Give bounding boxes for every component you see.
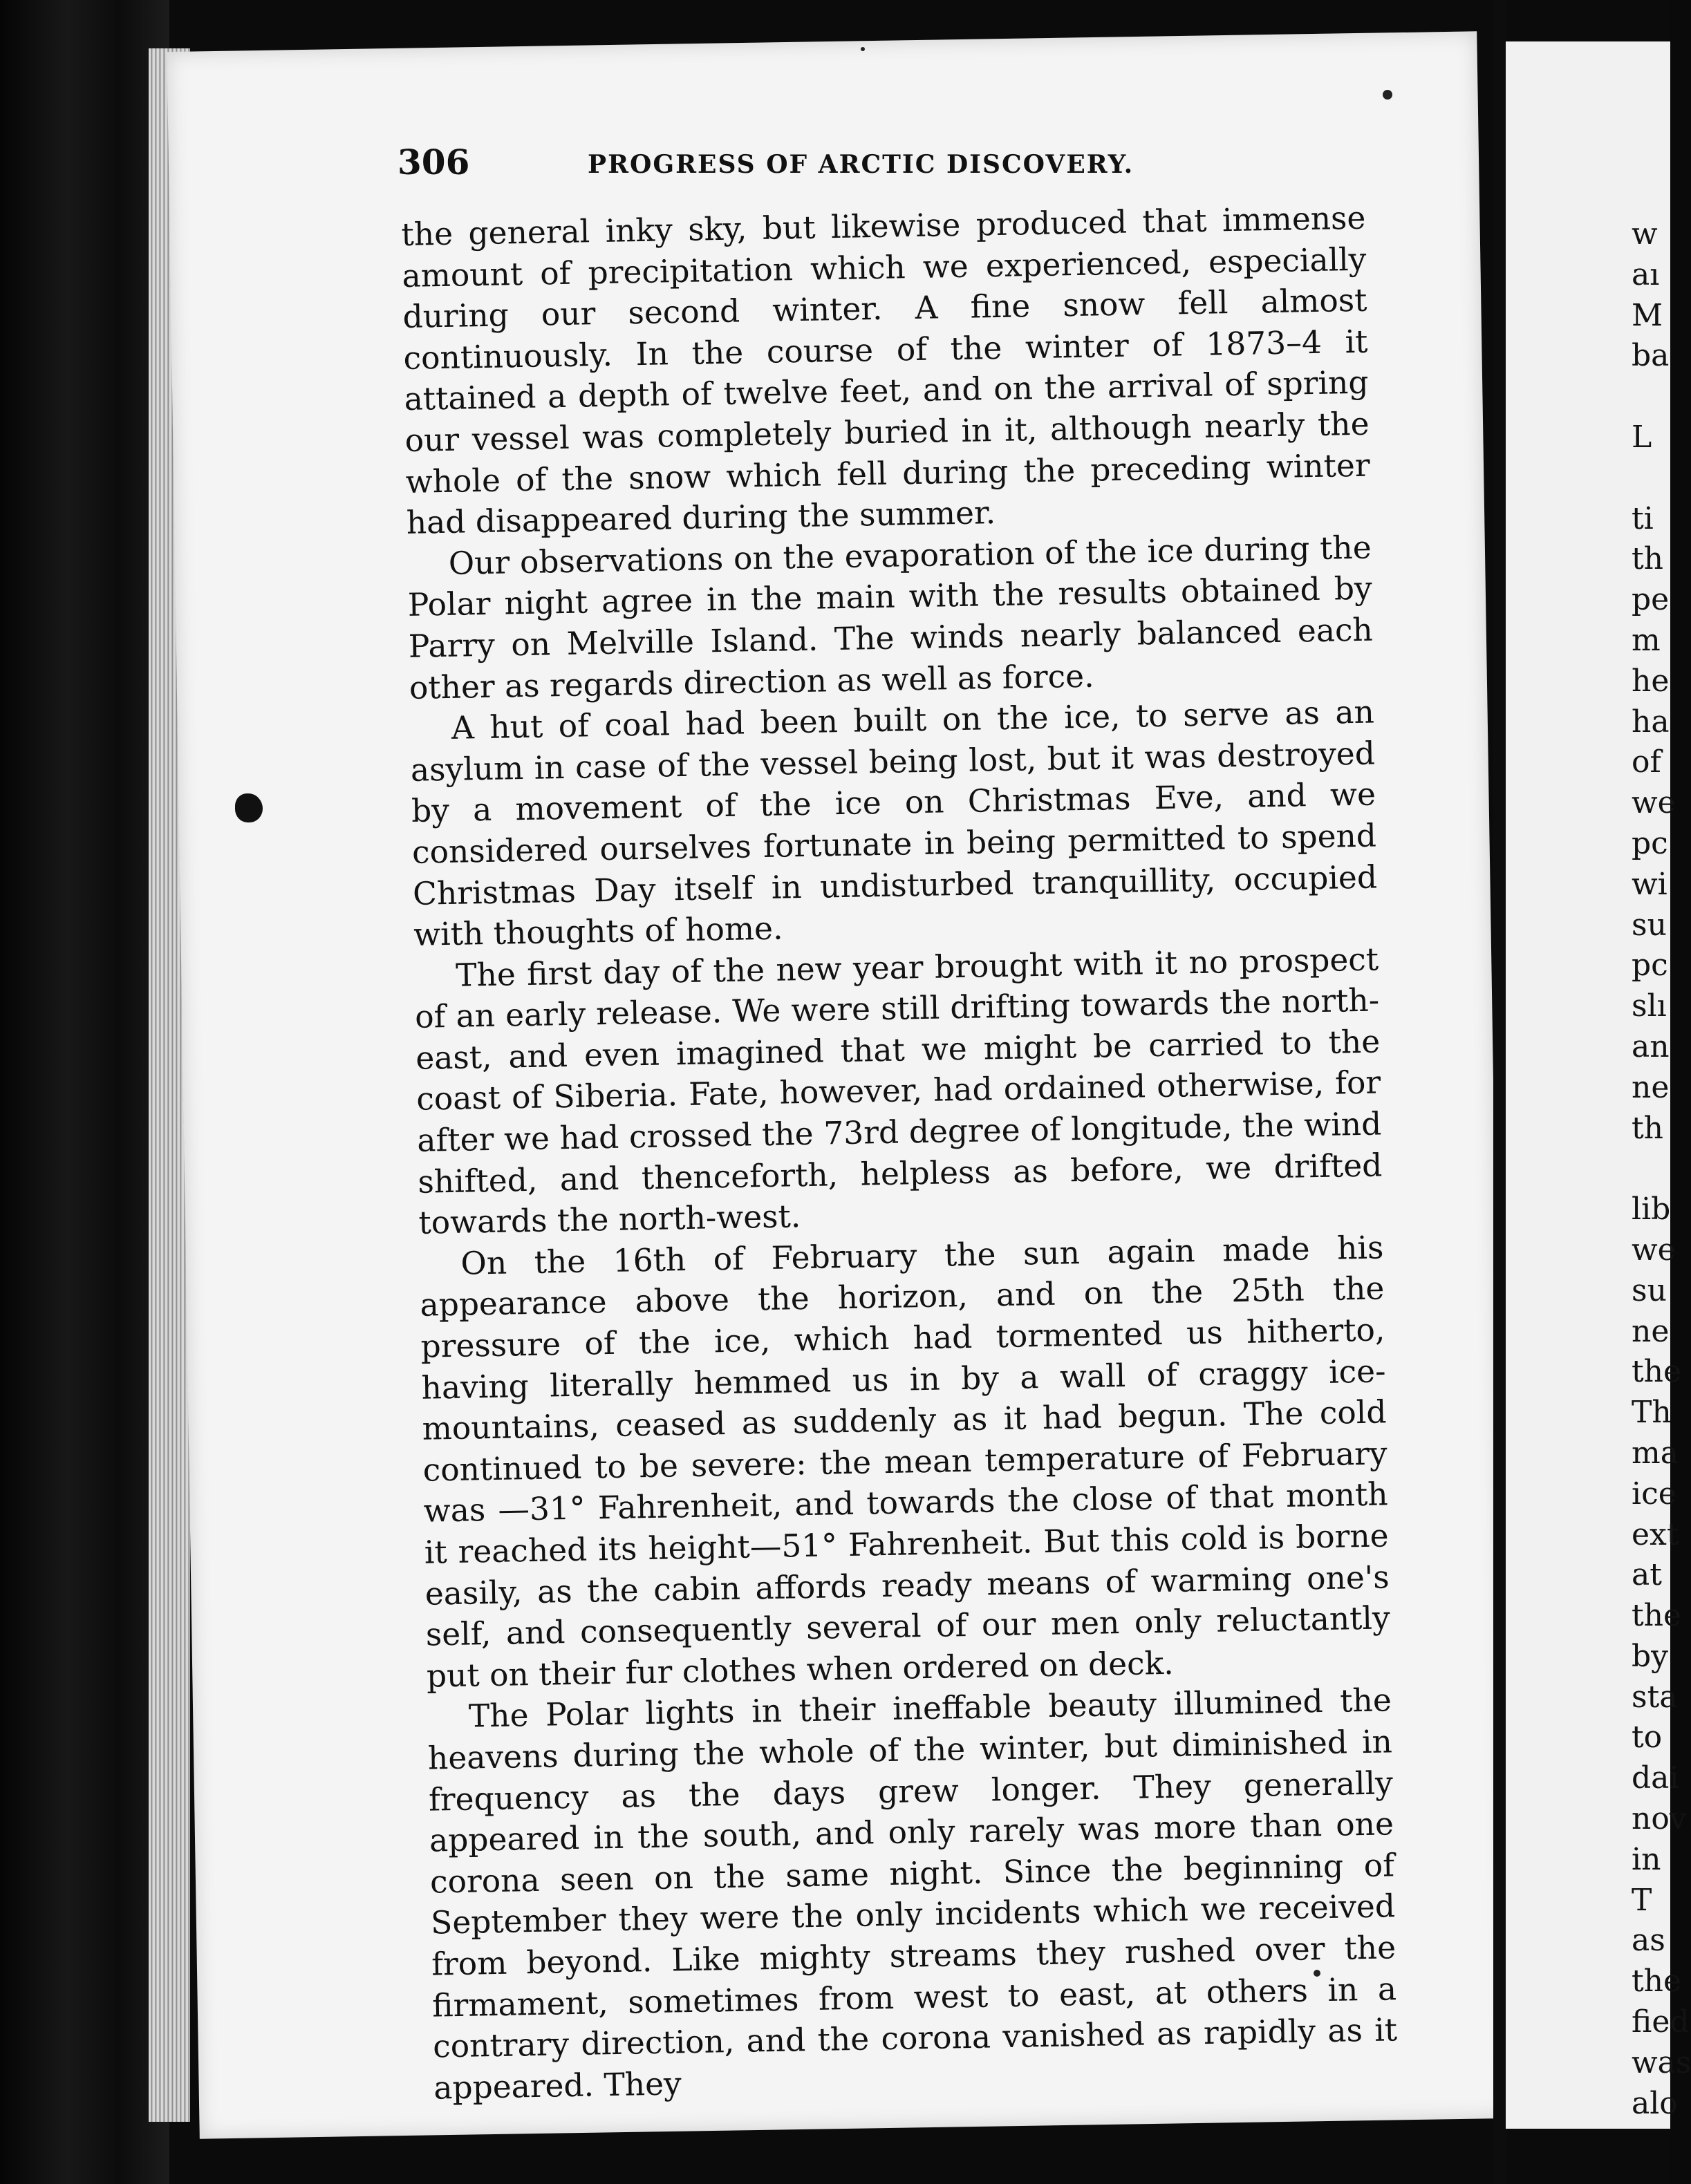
facing-line-fragment: ne: [1632, 1069, 1670, 1105]
facing-line-fragment: as: [1632, 1923, 1665, 1959]
paragraph: the general inky sky, but likewise produced that immense amount of precipitation which we experienced, especially during our second winter. A fine snow fell almost continuously. In the course of the winter of 1873–4 it attained a depth of twelve feet, and on the arrival of spring our vessel was completely buried in it, although nearly the whole of the snow which fell during the preceding winter had disappeared during the summer.: [401, 199, 1371, 542]
facing-line-fragment: wi: [1632, 866, 1667, 902]
facing-line-fragment: th: [1632, 541, 1664, 577]
facing-line-fragment: fied: [1632, 2004, 1690, 2040]
facing-line-fragment: in: [1632, 1841, 1661, 1877]
facing-line-fragment: ice: [1632, 1476, 1676, 1512]
facing-line-fragment: ext: [1632, 1516, 1679, 1552]
facing-line-fragment: was: [1632, 2044, 1691, 2080]
facing-line-fragment: by: [1632, 1638, 1669, 1674]
page-header: [398, 142, 1365, 190]
facing-line-fragment: sta: [1632, 1679, 1678, 1715]
paragraph: On the 16th of February the sun again made his appearance above the horizon, and on the 25th the pressure of the ice, which had tormented us hitherto, having literally hemmed us in by a wall of craggy ice-mountains, ceased as suddenly as it had begun. The cold continued to be severe: the mean temperature of February was —31° Fahrenheit, and towards the close of that month it reached its height—51° Fahrenheit. But this cold is borne easily, as the cabin affords ready means of warming one's self, and consequently several of our men only reluctantly put on their fur clothes when ordered on deck.: [420, 1229, 1391, 1695]
facing-line-fragment: the: [1632, 1598, 1682, 1634]
page-number: 306: [398, 142, 470, 182]
facing-line-fragment: ti: [1632, 500, 1654, 536]
facing-line-fragment: of: [1632, 744, 1661, 780]
facing-line-fragment: Th: [1632, 1395, 1672, 1431]
facing-line-fragment: we: [1632, 1232, 1676, 1268]
ink-blot: [235, 793, 263, 822]
facing-line-fragment: [1632, 458, 1673, 499]
facing-line-fragment: ba: [1632, 338, 1670, 374]
facing-line-fragment: M: [1632, 297, 1663, 333]
body-text: [401, 198, 1399, 2109]
facing-line-fragment: alo: [1632, 2085, 1678, 2121]
facing-line-fragment: dai: [1632, 1760, 1679, 1796]
facing-line-fragment: he: [1632, 663, 1670, 699]
book-gutter: [1493, 0, 1507, 2184]
facing-line-fragment: L: [1632, 419, 1652, 455]
facing-line-fragment: to: [1632, 1720, 1663, 1755]
paragraph: The Polar lights in their ineffable beauty illumined the heavens during the whole of the winter, but diminished in frequency as the days grew longer. They generally appeared in the south, and only rarely was more than one corona seen on the same night. Since the beginning of September they were the only incidents which we received from beyond. Like mighty streams they rushed over the firmament, sometimes from west to east, at others in a contrary direction, and the corona vanished as rapidly as it appeared. They: [427, 1682, 1398, 2107]
facing-line-fragment: pe: [1632, 582, 1670, 618]
facing-line-fragment: we: [1632, 785, 1676, 821]
facing-line-fragment: slı: [1632, 988, 1667, 1024]
book-spine: [0, 0, 169, 2184]
facing-line-fragment: pc: [1632, 948, 1668, 983]
paragraph: The first day of the new year brought with it no prospect of an early release. We were still drifting towards the north-east, and even imagined that we might be carried to the coast of Siberia. Fate, however, had ordained otherwise, for after we had crossed the 73rd degree of longitude, the wind shifted, and thenceforth, helpless as before, we drifted towards the north-west.: [414, 941, 1383, 1242]
facing-line-fragment: at: [1632, 1557, 1662, 1593]
facing-line-fragment: nov: [1632, 1801, 1687, 1837]
facing-page-fragments: [1632, 214, 1691, 2124]
paragraph: A hut of coal had been built on the ice, to serve as an asylum in case of the vessel being lost, but it was destroyed by a movement of the ice on Christmas Eve, and we considered ourselves fortunate in being permitted to spend Christmas Day itself in undisturbed tranquillity, occupied with thoughts of home.: [410, 693, 1378, 953]
facing-line-fragment: aı: [1632, 256, 1660, 292]
paragraph: Our observations on the evaporation of the ice during the Polar night agree in the main with the results obtained by Parry on Melville Island. The winds nearly balanced each other as regards direction as well as force.: [407, 529, 1374, 706]
facing-line-fragment: [1632, 377, 1673, 417]
facing-line-fragment: lib: [1632, 1192, 1671, 1227]
facing-line-fragment: an: [1632, 1028, 1670, 1064]
facing-line-fragment: th: [1632, 1110, 1664, 1146]
speck: [861, 47, 865, 51]
running-head: PROGRESS OF ARCTIC DISCOVERY.: [588, 150, 1134, 179]
facing-line-fragment: m: [1632, 622, 1661, 658]
facing-line-fragment: pc: [1632, 825, 1668, 861]
facing-line-fragment: the: [1632, 1964, 1682, 1999]
facing-line-fragment: su: [1632, 1272, 1667, 1308]
facing-line-fragment: ha: [1632, 704, 1670, 740]
facing-line-fragment: [1632, 1149, 1673, 1189]
facing-line-fragment: w: [1632, 216, 1658, 252]
facing-line-fragment: ne: [1632, 1313, 1670, 1349]
facing-line-fragment: T: [1632, 1882, 1652, 1918]
facing-line-fragment: su: [1632, 907, 1667, 943]
facing-line-fragment: the: [1632, 1354, 1682, 1390]
facing-line-fragment: ma: [1632, 1435, 1679, 1471]
speck: [1383, 90, 1392, 100]
